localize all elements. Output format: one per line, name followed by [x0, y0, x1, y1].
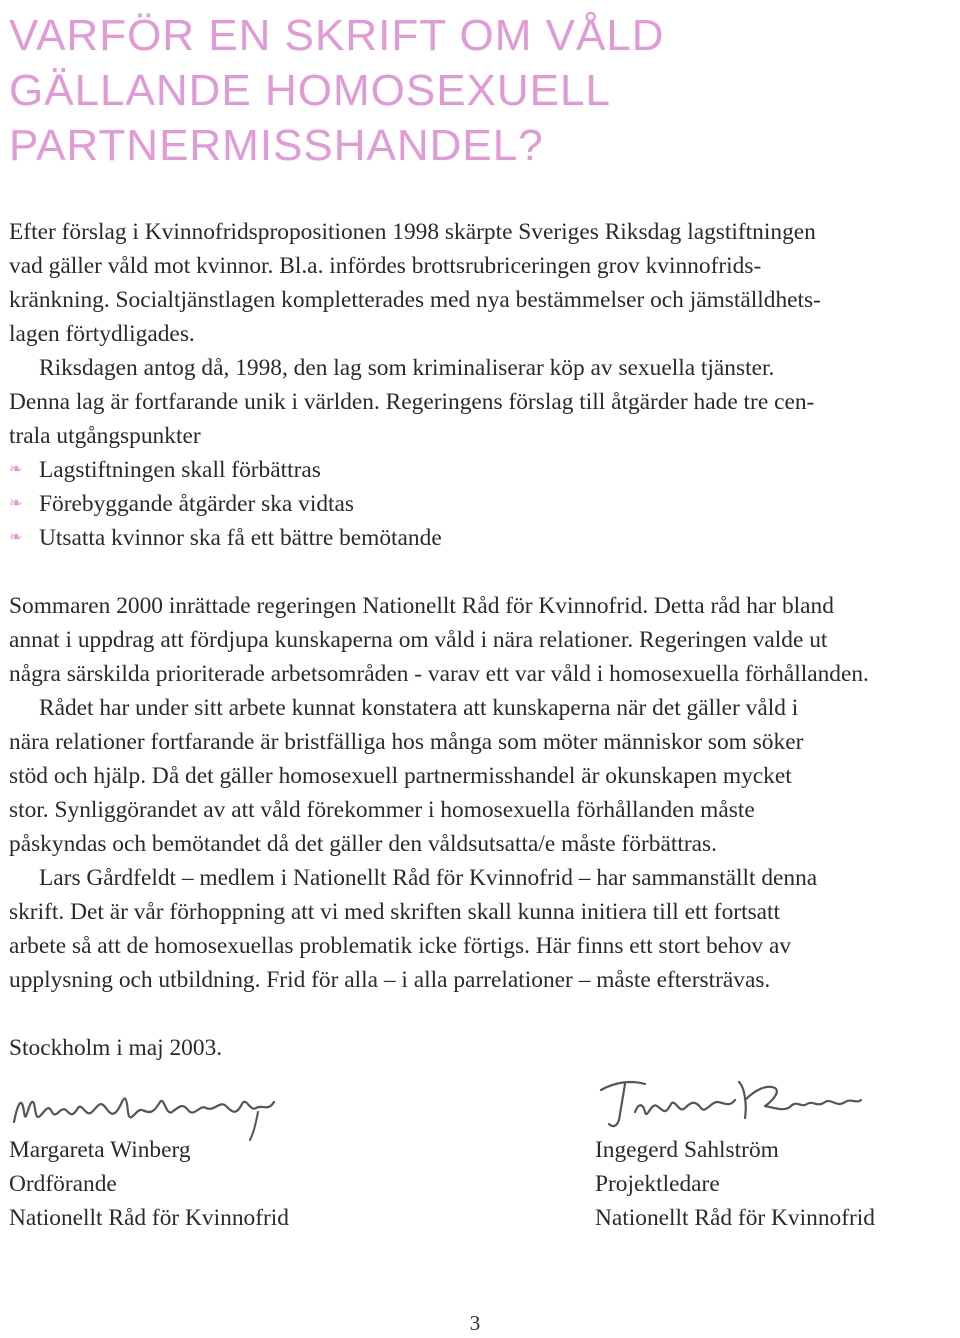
- text-line: arbete så att de homosexuellas problematik icke förtigs. Här finns ett stort behov av: [9, 933, 792, 959]
- signatory-role: Projektledare: [595, 1171, 720, 1197]
- text-line: Lars Gårdfeldt – medlem i Nationellt Råd för Kvinnofrid – har sammanställt denna: [39, 865, 818, 891]
- text-line: påskyndas och bemötandet då det gäller den våldsutsatta/e måste förbättras.: [9, 831, 717, 857]
- bullet-item: [9, 487, 954, 521]
- fleuron-icon: ❧: [9, 494, 23, 512]
- text-line: stor. Synliggörandet av att våld förekommer i homosexuella förhållanden måste: [9, 797, 755, 823]
- text-line: nära relationer fortfarande är bristfälliga hos många som möter människor som söker: [9, 729, 804, 755]
- paragraph-lars: [9, 861, 954, 997]
- signatory-name: Margareta Winberg: [9, 1137, 191, 1163]
- bullet-list: [9, 453, 954, 555]
- text-line: stöd och hjälp. Då det gäller homosexuell partnermisshandel är okunskapen mycket: [9, 763, 792, 789]
- text-line: Efter förslag i Kvinnofridspropositionen 1998 skärpte Sveriges Riksdag lagstiftningen: [9, 219, 816, 245]
- title-line: VARFÖR EN SKRIFT OM VÅLD: [9, 11, 665, 60]
- signatory-winberg: [9, 1133, 289, 1235]
- paragraph-riksdagen: [9, 351, 954, 453]
- paragraph-intro: [9, 215, 954, 351]
- text-line: upplysning och utbildning. Frid för alla – i alla parrelationer – måste eftersträvas.: [9, 967, 771, 993]
- signature-sahlstrom-image: [595, 1072, 865, 1132]
- signatory-sahlstrom: [595, 1133, 875, 1235]
- bullet-text: Lagstiftningen skall förbättras: [39, 457, 321, 483]
- signatory-role: Ordförande: [9, 1171, 117, 1197]
- place-date: Stockholm i maj 2003.: [9, 1035, 223, 1061]
- text-line: skrift. Det är vår förhoppning att vi med skriften skall kunna initiera till ett fortsatt: [9, 899, 781, 925]
- text-line: Sommaren 2000 inrättade regeringen Nationellt Råd för Kvinnofrid. Detta råd har bland: [9, 593, 834, 619]
- bullet-text: Förebyggande åtgärder ska vidtas: [39, 491, 355, 517]
- title-line: GÄLLANDE HOMOSEXUELL: [9, 66, 611, 115]
- bullet-item: [9, 453, 954, 487]
- signatory-org: Nationellt Råd för Kvinnofrid: [9, 1205, 289, 1231]
- body-text: [9, 215, 954, 997]
- fleuron-icon: ❧: [9, 460, 23, 478]
- paragraph-sommaren: [9, 589, 954, 691]
- text-line: annat i uppdrag att fördjupa kunskaperna om våld i nära relationer. Regeringen valde ut: [9, 627, 828, 653]
- text-line: kränkning. Socialtjänstlagen kompletterades med nya bestämmelser och jämställdhets-: [9, 287, 821, 313]
- text-line: vad gäller våld mot kvinnor. Bl.a. infördes brottsrubriceringen grov kvinnofrids-: [9, 253, 762, 279]
- text-line: Rådet har under sitt arbete kunnat konstatera att kunskaperna när det gäller våld i: [39, 695, 799, 721]
- title-line: PARTNERMISSHANDEL?: [9, 121, 544, 170]
- text-line: lagen förtydligades.: [9, 321, 195, 347]
- signatory-name: Ingegerd Sahlström: [595, 1137, 779, 1163]
- document-title: [9, 8, 949, 173]
- bullet-text: Utsatta kvinnor ska få ett bättre bemötande: [39, 525, 442, 551]
- paragraph-gap: [9, 555, 954, 589]
- text-line: Denna lag är fortfarande unik i världen. Regeringens förslag till åtgärder hade tre cen-: [9, 389, 815, 415]
- page-number: 3: [469, 1311, 481, 1335]
- text-line: trala utgångspunkter: [9, 423, 201, 449]
- text-line: några särskilda prioriterade arbetsområden - varav ett var våld i homosexuella förhållanden.: [9, 661, 869, 687]
- text-line: Riksdagen antog då, 1998, den lag som kriminaliserar köp av sexuella tjänster.: [39, 355, 775, 381]
- paragraph-radet: [9, 691, 954, 861]
- fleuron-icon: ❧: [9, 528, 23, 546]
- bullet-item: [9, 521, 954, 555]
- signatory-org: Nationellt Råd för Kvinnofrid: [595, 1205, 875, 1231]
